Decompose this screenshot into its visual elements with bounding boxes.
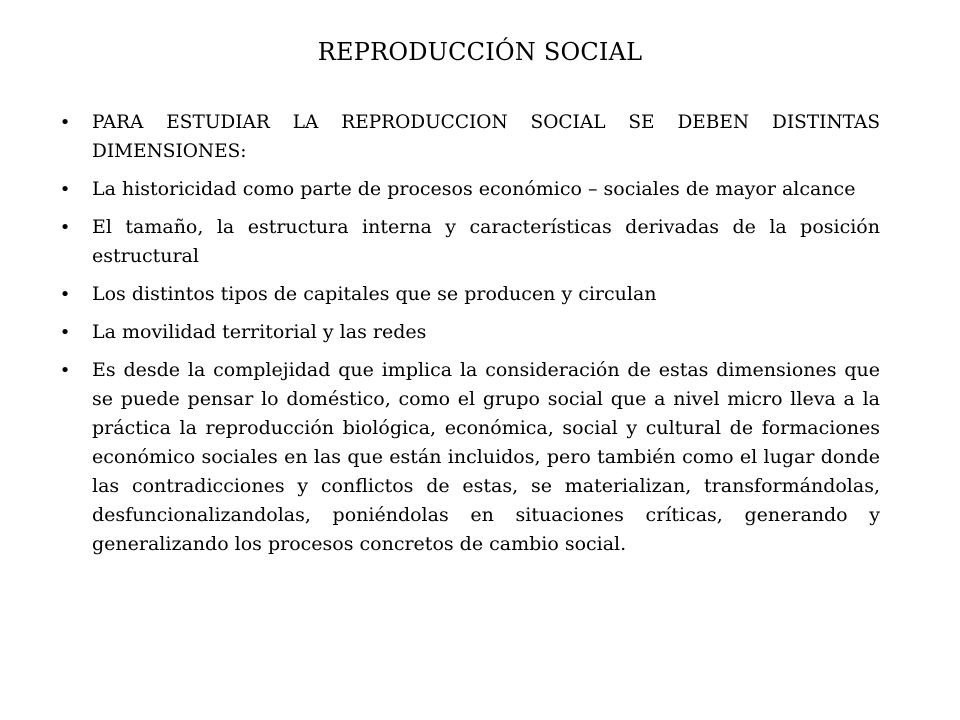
- bullet-item: [58, 213, 880, 271]
- bullet-item: [58, 356, 880, 559]
- bullet-list: [58, 108, 880, 568]
- bullet-text: La historicidad como parte de procesos económico – sociales de mayor alcance: [92, 178, 856, 200]
- slide-title: REPRODUCCIÓN SOCIAL: [317, 38, 643, 66]
- bullet-item: [58, 175, 880, 204]
- bullet-text: El tamaño, la estructura interna y características derivadas de la posición estructural: [92, 216, 880, 267]
- bullet-text: Es desde la complejidad que implica la consideración de estas dimensiones que se puede pensar lo doméstico, como el grupo social que a nivel micro lleva a la práctica la reproducción biológica, económica, social y cultural de formaciones económico sociales en las que están incluidos, pero también como el lugar donde las contradicciones y conflictos de estas, se materializan, transformándolas, desfuncionalizandolas, poniéndolas en situaciones críticas, generando y generalizando los procesos concretos de cambio social.: [92, 359, 880, 555]
- bullet-dot-icon: •: [59, 112, 71, 133]
- bullet-dot-icon: •: [59, 322, 71, 343]
- bullet-item: [58, 318, 880, 347]
- bullet-item: [58, 280, 880, 309]
- bullet-dot-icon: •: [59, 217, 71, 238]
- bullet-dot-icon: •: [59, 360, 71, 381]
- bullet-dot-icon: •: [59, 284, 71, 305]
- bullet-dot-icon: •: [59, 179, 71, 200]
- bullet-text: Los distintos tipos de capitales que se producen y circulan: [92, 283, 657, 305]
- bullet-text: La movilidad territorial y las redes: [92, 321, 427, 343]
- bullet-text: PARA ESTUDIAR LA REPRODUCCION SOCIAL SE DEBEN DISTINTAS DIMENSIONES:: [92, 112, 880, 162]
- bullet-item: [58, 108, 880, 166]
